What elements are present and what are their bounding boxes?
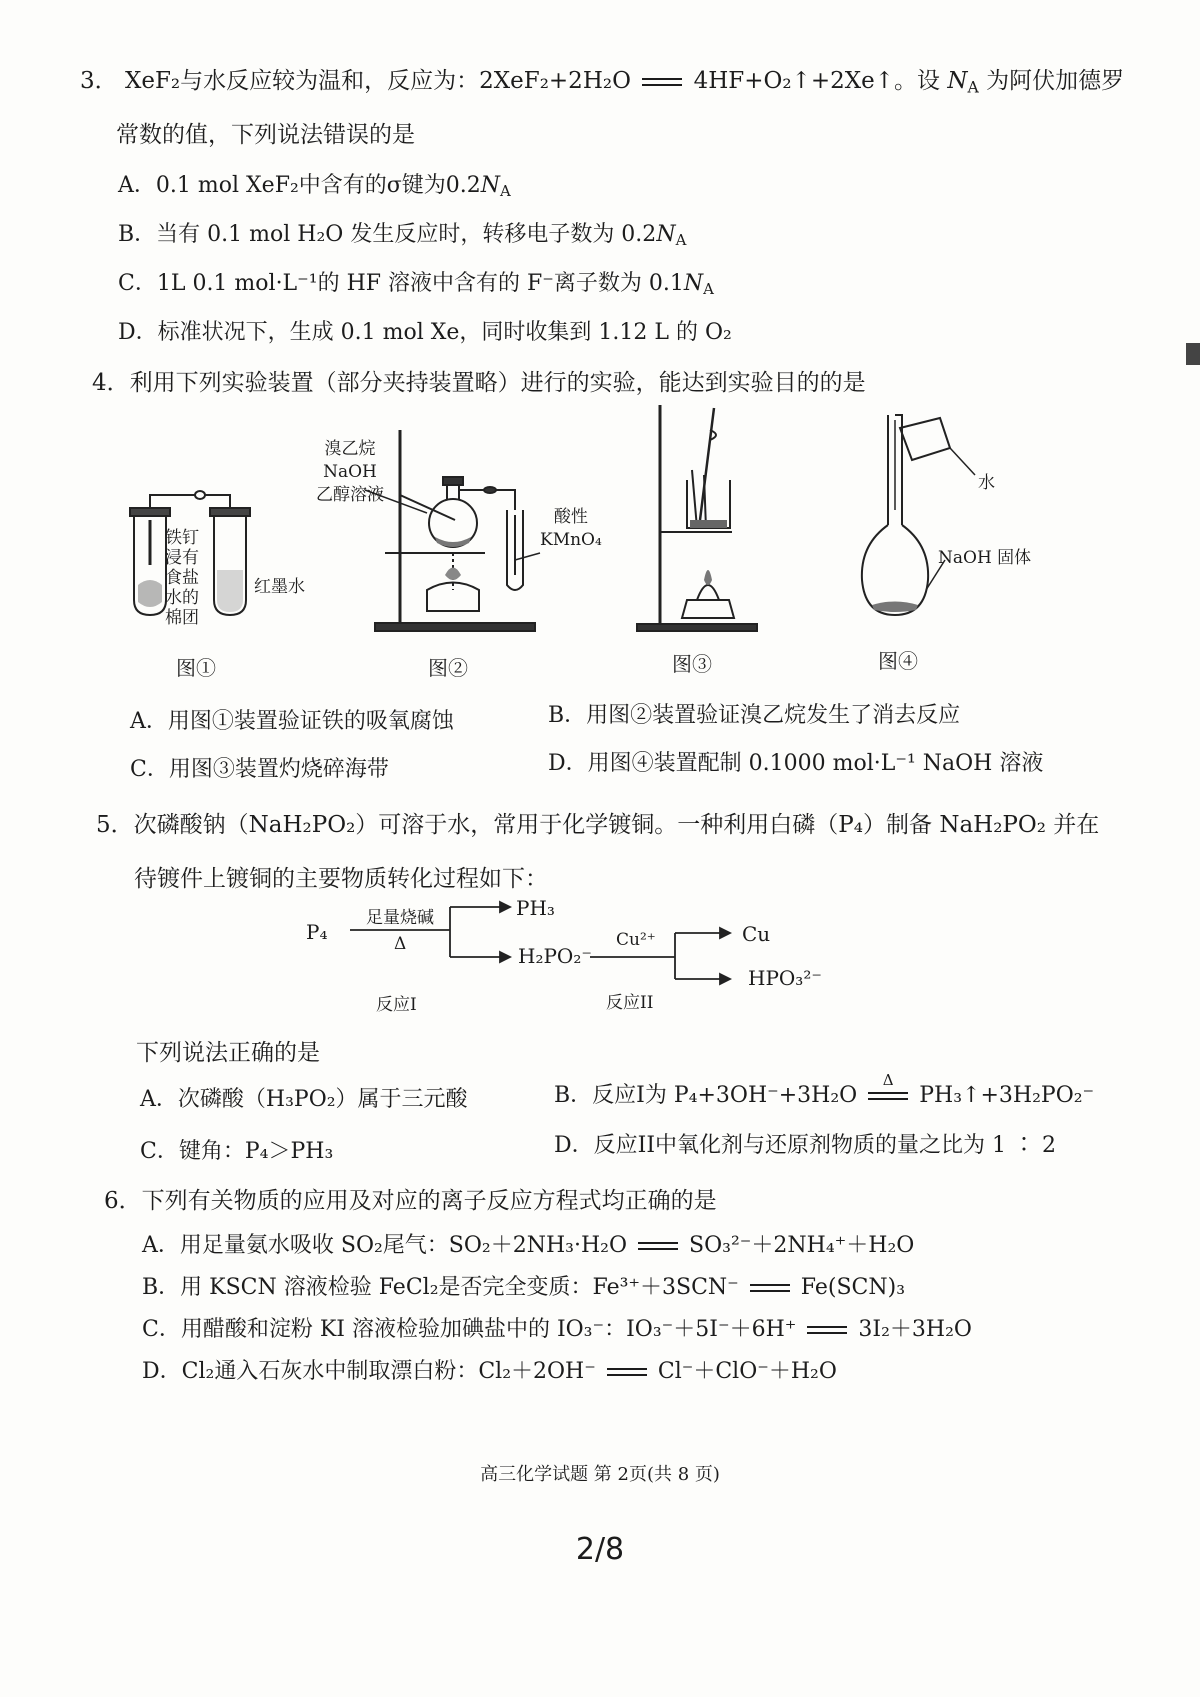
option-label: A． [130,709,168,734]
equals-sign [750,1283,790,1293]
q5-option-a[interactable] [140,1082,468,1113]
figure-4-naoh-label: NaOH 固体 [938,548,1032,568]
q6-option-d[interactable] [142,1354,837,1385]
q4-number: 4． [92,370,130,396]
option-label: A． [118,173,156,198]
avogadro-symbol: N [947,68,968,94]
q3-stem-part-b: 4HF+O₂↑+2Xe↑。设 [693,68,941,94]
q5-option-d[interactable] [554,1128,1056,1159]
equals-sign [607,1367,647,1377]
equals-sign [642,77,682,87]
option-text: 用图①装置验证铁的吸氧腐蚀 [167,709,454,734]
q6-stem: 6．下列有关物质的应用及对应的离子反应方程式均正确的是 [104,1188,717,1214]
option-text-a: 用足量氨水吸收 SO₂尾气：SO₂＋2NH₃·H₂O [179,1233,628,1258]
option-text: 标准状况下，生成 0.1 mol Xe，同时收集到 1.12 L 的 O₂ [157,320,732,345]
option-label: C． [130,757,169,782]
option-label: B． [142,1275,181,1300]
option-text-b: SO₃²⁻＋2NH₄⁺＋H₂O [689,1233,915,1258]
scheme-condition-2: Cu²⁺ [616,930,656,950]
q5-stem-line1: 5．次磷酸钠（NaH₂PO₂）可溶于水，常用于化学镀铜。一种利用白磷（P₄）制备 NaH₂PO₂ 并在 [96,812,1100,838]
q3-stem-line1 [80,62,1124,95]
figure-1-caption: 图① [176,656,216,680]
q5-sub-stem: 下列说法正确的是 [136,1040,320,1066]
q3-option-a[interactable]: A．0.1 mol XeF₂中含有的σ键为$0.2N_A$ [118,173,511,201]
option-label: B． [548,703,587,728]
option-text: 0.1 mol XeF₂中含有的σ键为0.2 [155,173,481,198]
scheme-product-hpo3: HPO₃²⁻ [748,966,822,990]
q4-option-d[interactable] [548,746,1043,777]
page-indicator: 2/8 [575,1532,625,1567]
q3-option-d[interactable] [118,315,732,346]
option-text-b: PH₃↑+3H₂PO₂⁻ [919,1083,1095,1108]
avogadro-subscript: A [967,77,979,97]
option-label: C． [142,1317,181,1342]
option-text: 用图④装置配制 0.1000 mol·L⁻¹ NaOH 溶液 [587,751,1044,776]
figure-1-labels: 铁钉 浸有 食盐 水的 棉团 [165,528,199,628]
option-text: 次磷酸（H₃PO₂）属于三元酸 [177,1087,468,1112]
scheme-heat-symbol: Δ [394,934,407,954]
q3-stem-part-a: XeF₂与水反应较为温和，反应为：2XeF₂+2H₂O [124,68,631,94]
equals-sign-heat: Δ [868,1091,908,1101]
figure-2-kmno4-labels: 酸性 KMnO₄ [540,507,602,550]
option-text-b: Cl⁻＋ClO⁻＋H₂O [657,1359,837,1384]
option-label: D． [548,751,588,776]
option-label: D． [554,1133,594,1158]
q4-option-a[interactable] [130,704,454,735]
q3-stem-line2: 常数的值，下列说法错误的是 [116,122,415,148]
q4-option-c[interactable] [130,752,389,783]
option-label: D． [118,320,158,345]
q6-option-b[interactable] [142,1270,905,1301]
figure-1-apparatus [120,490,320,640]
figure-3-caption: 图③ [672,652,712,676]
q3-option-b[interactable]: B．当有 0.1 mol H₂O 发生反应时，转移电子数为 $0.2N_A$ [118,222,687,250]
figure-2-reagent-labels: 溴乙烷 NaOH 乙醇溶液 [316,439,384,505]
option-text-b: 3I₂＋3H₂O [858,1317,972,1342]
option-label: B． [554,1083,593,1108]
option-text: 键角：P₄＞PH₃ [178,1139,334,1164]
q4-stem: 4．利用下列实验装置（部分夹持装置略）进行的实验，能达到实验目的的是 [92,370,866,396]
q5-option-c[interactable] [140,1134,333,1165]
option-text-a: 用醋酸和淀粉 KI 溶液检验加碘盐中的 IO₃⁻：IO₃⁻＋5I⁻＋6H⁺ [180,1317,797,1342]
scheme-product-ph3: PH₃ [516,896,555,920]
q5-option-b[interactable] [554,1071,1095,1109]
q3-number: 3． [80,68,118,94]
q3-option-c[interactable]: C．1L 0.1 mol·L⁻¹的 HF 溶液中含有的 F⁻离子数为 $0.1N_A$ [118,271,714,299]
option-label: D． [142,1359,182,1384]
scheme-product-h2po2: H₂PO₂⁻ [518,944,592,968]
option-label: A． [140,1087,178,1112]
page-edge-marker [1186,343,1200,365]
option-label: B． [118,222,157,247]
q5-stem-line2: 待镀件上镀铜的主要物质转化过程如下： [134,866,548,892]
equals-sign [638,1241,678,1251]
scheme-reaction-2-label: 反应II [606,993,654,1013]
q3-stem-part-c: 为阿伏加德罗 [986,68,1125,94]
equals-sign [807,1325,847,1335]
option-label: A． [142,1233,180,1258]
option-label: C． [140,1139,179,1164]
option-text: 1L 0.1 mol·L⁻¹的 HF 溶液中含有的 F⁻离子数为 0.1 [156,271,684,296]
option-text: 用图②装置验证溴乙烷发生了消去反应 [586,703,961,728]
option-text-a: 用 KSCN 溶液检验 FeCl₂是否完全变质：Fe³⁺＋3SCN⁻ [180,1275,739,1300]
figure-4-apparatus [850,400,1050,630]
q6-option-c[interactable] [142,1312,972,1343]
scheme-start-p4: P₄ [306,920,328,944]
q5-number: 5． [96,812,134,838]
q6-number: 6． [104,1188,142,1214]
scheme-product-cu: Cu [742,922,771,946]
option-text: 反应II中氧化剂与还原剂物质的量之比为 1 ∶ 2 [593,1133,1056,1158]
option-text-a: 反应I为 P₄+3OH⁻+3H₂O [592,1083,858,1108]
option-text-a: Cl₂通入石灰水中制取漂白粉：Cl₂＋2OH⁻ [181,1359,596,1384]
q6-option-a[interactable] [142,1228,914,1259]
option-text-b: Fe(SCN)₃ [800,1275,906,1300]
scheme-reaction-1-label: 反应I [376,995,417,1015]
q4-option-b[interactable] [548,698,960,729]
scheme-condition-1: 足量烧碱 [366,908,434,928]
figure-3-apparatus [632,400,772,640]
figure-4-water-label: 水 [978,473,995,493]
page-footer: 高三化学试题 第 2页(共 8 页) [480,1464,720,1485]
figure-1-ink-label: 红墨水 [254,577,305,597]
option-label: C． [118,271,157,296]
figure-2-caption: 图② [428,656,468,680]
option-text: 用图③装置灼烧碎海带 [168,757,389,782]
option-text: 当有 0.1 mol H₂O 发生反应时，转移电子数为 0.2 [156,222,657,247]
figure-4-caption: 图④ [878,649,918,673]
